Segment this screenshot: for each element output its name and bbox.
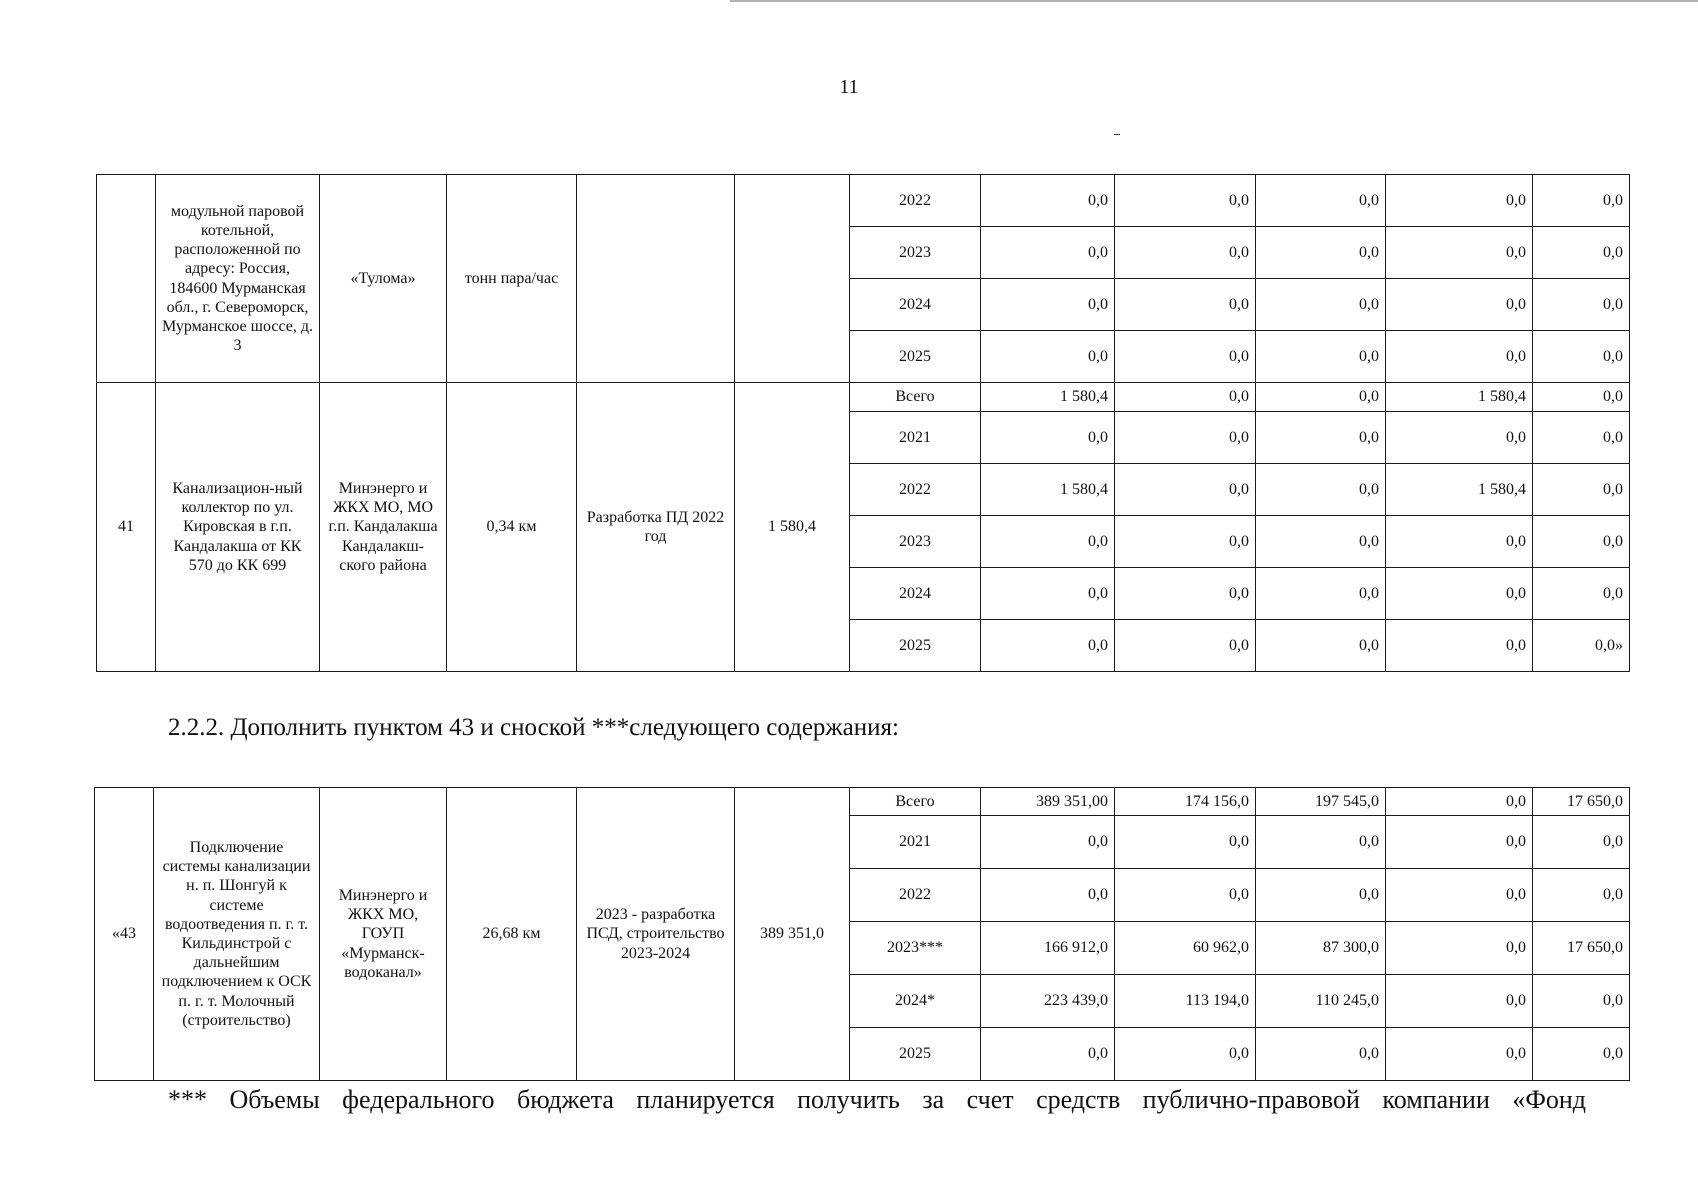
- value-cell: 0,0: [981, 516, 1115, 568]
- value-cell: 0,0: [1533, 331, 1630, 383]
- value-cell: 1 580,4: [981, 383, 1115, 412]
- value-cell: 0,0: [1115, 568, 1256, 620]
- year-cell: 2023: [850, 227, 981, 279]
- value-cell: 0,0: [981, 1028, 1115, 1081]
- value-cell: 0,0: [1256, 383, 1386, 412]
- value-cell: 389 351,00: [981, 788, 1115, 816]
- value-cell: 0,0: [1115, 620, 1256, 672]
- value-cell: 0,0: [1386, 620, 1533, 672]
- value-cell: 0,0»: [1533, 620, 1630, 672]
- stage-cell: 2023 - разработка ПСД, строительство 2023-2024: [577, 788, 735, 1081]
- value-cell: 0,0: [1386, 227, 1533, 279]
- customer-cell: Минэнерго и ЖКХ МО, ГОУП «Мурманск-водоканал»: [320, 788, 447, 1081]
- year-cell: 2022: [850, 464, 981, 516]
- value-cell: 0,0: [1256, 227, 1386, 279]
- capacity-cell: 0,34 км: [447, 383, 577, 672]
- value-cell: 0,0: [1386, 869, 1533, 922]
- value-cell: 166 912,0: [981, 922, 1115, 975]
- cost-cell: 389 351,0: [735, 788, 850, 1081]
- object-name-cell: Канализацион-ный коллектор по ул. Кировская в г.п. Кандалакша от КК 570 до КК 699: [156, 383, 320, 672]
- value-cell: 0,0: [981, 869, 1115, 922]
- year-cell: 2022: [850, 869, 981, 922]
- year-cell: 2025: [850, 331, 981, 383]
- value-cell: 174 156,0: [1115, 788, 1256, 816]
- value-cell: 0,0: [1533, 869, 1630, 922]
- value-cell: 0,0: [1386, 175, 1533, 227]
- value-cell: 17 650,0: [1533, 922, 1630, 975]
- value-cell: 0,0: [1533, 816, 1630, 869]
- value-cell: 0,0: [981, 412, 1115, 464]
- value-cell: 0,0: [1115, 331, 1256, 383]
- value-cell: 17 650,0: [1533, 788, 1630, 816]
- value-cell: 0,0: [1386, 516, 1533, 568]
- year-cell: Всего: [850, 788, 981, 816]
- value-cell: 0,0: [1386, 816, 1533, 869]
- year-cell: 2021: [850, 816, 981, 869]
- customer-cell: «Тулома»: [320, 175, 447, 383]
- value-cell: 0,0: [1386, 412, 1533, 464]
- customer-cell: Минэнерго и ЖКХ МО, МО г.п. Кандалакша Кандалакш-ского района: [320, 383, 447, 672]
- value-cell: 0,0: [981, 227, 1115, 279]
- value-cell: 0,0: [1256, 869, 1386, 922]
- capacity-cell: тонн пара/час: [447, 175, 577, 383]
- value-cell: 0,0: [1256, 568, 1386, 620]
- cost-cell: 1 580,4: [735, 383, 850, 672]
- value-cell: 0,0: [1115, 869, 1256, 922]
- value-cell: 0,0: [1386, 568, 1533, 620]
- page-number: 11: [839, 76, 859, 98]
- value-cell: 0,0: [1533, 227, 1630, 279]
- row-number-cell: «43: [95, 788, 154, 1081]
- table-row: [95, 788, 1630, 816]
- value-cell: 0,0: [1115, 516, 1256, 568]
- value-cell: 0,0: [1386, 922, 1533, 975]
- year-cell: 2025: [850, 620, 981, 672]
- year-cell: 2024: [850, 568, 981, 620]
- value-cell: 0,0: [1533, 516, 1630, 568]
- value-cell: 0,0: [1256, 816, 1386, 869]
- value-cell: 0,0: [1115, 383, 1256, 412]
- value-cell: 0,0: [1115, 816, 1256, 869]
- value-cell: 0,0: [1386, 279, 1533, 331]
- value-cell: 223 439,0: [981, 975, 1115, 1028]
- stage-cell: [577, 175, 735, 383]
- value-cell: 87 300,0: [1256, 922, 1386, 975]
- year-cell: 2023***: [850, 922, 981, 975]
- year-cell: 2024: [850, 279, 981, 331]
- value-cell: 0,0: [1115, 279, 1256, 331]
- year-cell: 2021: [850, 412, 981, 464]
- value-cell: 0,0: [1386, 331, 1533, 383]
- row-number-cell: [97, 175, 156, 383]
- value-cell: 0,0: [981, 331, 1115, 383]
- stage-cell: Разработка ПД 2022 год: [577, 383, 735, 672]
- value-cell: 113 194,0: [1115, 975, 1256, 1028]
- year-cell: 2025: [850, 1028, 981, 1081]
- row-number-cell: 41: [97, 383, 156, 672]
- investment-table-2: [94, 787, 1630, 1081]
- value-cell: 0,0: [1256, 620, 1386, 672]
- value-cell: 0,0: [1533, 383, 1630, 412]
- value-cell: 110 245,0: [1256, 975, 1386, 1028]
- value-cell: 0,0: [1256, 412, 1386, 464]
- value-cell: 0,0: [1533, 175, 1630, 227]
- object-name-cell: модульной паровой котельной, расположенной по адресу: Россия, 184600 Мурманская обл., г. Североморск, Мурманское шоссе, д. 3: [156, 175, 320, 383]
- year-cell: Всего: [850, 383, 981, 412]
- value-cell: 0,0: [1533, 464, 1630, 516]
- value-cell: 0,0: [1533, 279, 1630, 331]
- value-cell: 0,0: [1533, 568, 1630, 620]
- section-heading: 2.2.2. Дополнить пунктом 43 и сноской ***следующего содержания:: [168, 714, 899, 741]
- value-cell: 1 580,4: [1386, 383, 1533, 412]
- value-cell: 0,0: [1533, 412, 1630, 464]
- value-cell: 0,0: [1256, 279, 1386, 331]
- value-cell: 0,0: [981, 816, 1115, 869]
- value-cell: 0,0: [1256, 331, 1386, 383]
- value-cell: 0,0: [981, 620, 1115, 672]
- dash-mark: [1114, 134, 1120, 135]
- value-cell: 0,0: [1115, 175, 1256, 227]
- value-cell: 0,0: [1386, 975, 1533, 1028]
- value-cell: 0,0: [1256, 175, 1386, 227]
- value-cell: 1 580,4: [1386, 464, 1533, 516]
- value-cell: 0,0: [1386, 1028, 1533, 1081]
- value-cell: 0,0: [1256, 1028, 1386, 1081]
- year-cell: 2023: [850, 516, 981, 568]
- value-cell: 0,0: [1256, 464, 1386, 516]
- scan-artifact-line: [730, 0, 1698, 2]
- value-cell: 0,0: [1115, 227, 1256, 279]
- value-cell: 0,0: [1115, 1028, 1256, 1081]
- value-cell: 197 545,0: [1256, 788, 1386, 816]
- value-cell: 0,0: [981, 568, 1115, 620]
- value-cell: 0,0: [1533, 975, 1630, 1028]
- value-cell: 0,0: [1386, 788, 1533, 816]
- value-cell: 0,0: [981, 175, 1115, 227]
- value-cell: 0,0: [1533, 1028, 1630, 1081]
- table-row: [97, 383, 1630, 412]
- object-name-cell: Подключение системы канализации н. п. Шонгуй к системе водоотведения п. г. т. Кильдинстрой с дальнейшим подключением к ОСК п. г. т. Молочный (строительство): [154, 788, 320, 1081]
- value-cell: 0,0: [1115, 464, 1256, 516]
- value-cell: 60 962,0: [1115, 922, 1256, 975]
- year-cell: 2022: [850, 175, 981, 227]
- value-cell: 0,0: [1256, 516, 1386, 568]
- value-cell: 0,0: [981, 279, 1115, 331]
- cost-cell: [735, 175, 850, 383]
- table-row: [97, 175, 1630, 227]
- footnote-text: *** Объемы федерального бюджета планируется получить за счет средств публично-правовой компании «Фонд: [168, 1085, 1586, 1114]
- value-cell: 0,0: [1115, 412, 1256, 464]
- value-cell: 1 580,4: [981, 464, 1115, 516]
- investment-table-1: [96, 174, 1630, 672]
- capacity-cell: 26,68 км: [447, 788, 577, 1081]
- year-cell: 2024*: [850, 975, 981, 1028]
